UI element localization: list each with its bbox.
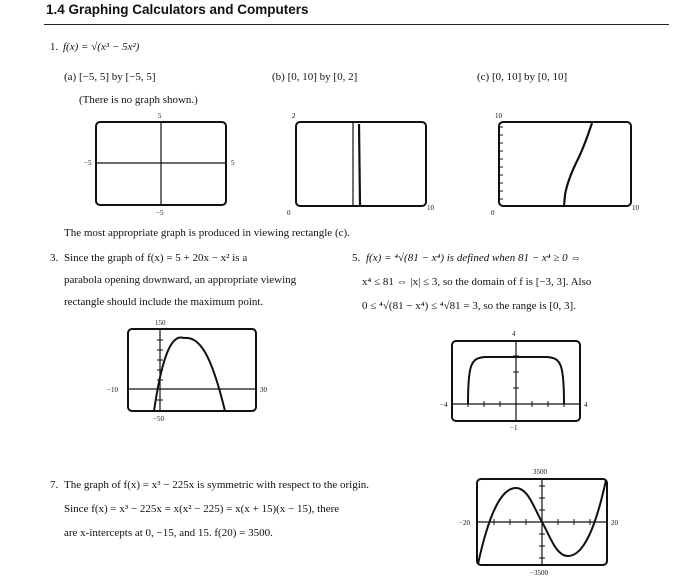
graph-a-tick-top: 5 [158, 112, 162, 120]
part-b-label: (b) [0, 10] by [0, 2] [272, 71, 358, 83]
problem-5-line-2: x⁴ ≤ 81 ⇔ |x| ≤ 3, so the domain of f is [−3, 3]. Also [362, 276, 592, 288]
problem-3-number: 3. [50, 252, 59, 264]
graph-problem-5 [451, 340, 581, 422]
graph-c-tick-right: 10 [632, 204, 639, 212]
problem-5-line-1: f(x) = ⁴√(81 − x⁴) is defined when 81 − x⁴ ≥ 0 ⇔ [366, 252, 582, 264]
problem-5-line-3: 0 ≤ ⁴√(81 − x⁴) ≤ ⁴√81 = 3, so the range is [0, 3]. [362, 300, 576, 312]
graph-b-tick-top: 2 [292, 112, 296, 120]
graph-3-tick-bottom: −50 [153, 415, 164, 423]
graph-a-tick-left: −5 [84, 159, 92, 167]
graph-7-tick-bottom: −3500 [530, 569, 548, 577]
problem-5-number: 5. [352, 252, 361, 264]
graph-c-tick-origin: 0 [491, 209, 495, 217]
graph-3-tick-left: −10 [107, 386, 118, 394]
graph-a [95, 121, 227, 206]
graph-problem-3 [127, 328, 257, 412]
problem-1-number: 1. [50, 41, 59, 53]
graph-problem-7 [476, 478, 608, 566]
graph-b-tick-origin: 0 [287, 209, 291, 217]
problem-3-line-3: rectangle should include the maximum point. [64, 296, 264, 308]
problem-3-line-1: Since the graph of f(x) = 5 + 20x − x² is a [64, 252, 248, 264]
graph-3-tick-right: 30 [260, 386, 267, 394]
graph-3-tick-top: 150 [155, 319, 166, 327]
graph-7-tick-left: −20 [459, 519, 470, 527]
part-a-label: (a) [−5, 5] by [−5, 5] [64, 71, 156, 83]
part-c-label: (c) [0, 10] by [0, 10] [477, 71, 568, 83]
problem-7-line-3: are x-intercepts at 0, −15, and 15. f(20) = 3500. [64, 527, 273, 539]
problem-1-function: f(x) = √(x³ − 5x²) [63, 41, 140, 53]
problem-3-line-2: parabola opening downward, an appropriate viewing [64, 274, 297, 286]
graph-a-tick-bottom: −5 [156, 209, 164, 217]
problem-7-line-1: The graph of f(x) = x³ − 225x is symmetric with respect to the origin. [64, 479, 369, 491]
section-title: 1.4 Graphing Calculators and Computers [46, 2, 309, 17]
problem-1-conclusion: The most appropriate graph is produced in viewing rectangle (c). [64, 227, 350, 239]
graph-7-tick-right: 20 [611, 519, 618, 527]
graph-7-tick-top: 3500 [533, 468, 547, 476]
graph-b-tick-right: 10 [427, 204, 434, 212]
problem-7-line-2: Since f(x) = x³ − 225x = x(x² − 225) = x(x + 15)(x − 15), there [64, 503, 340, 515]
graph-5-tick-top: 4 [512, 330, 516, 338]
graph-5-tick-right: 4 [584, 401, 588, 409]
graph-c-tick-top: 10 [495, 112, 502, 120]
header-rule [44, 24, 669, 25]
graph-5-tick-left: −4 [440, 401, 448, 409]
problem-7-number: 7. [50, 479, 59, 491]
graph-c [498, 121, 632, 207]
graph-5-tick-bottom: −1 [510, 424, 518, 432]
part-a-note: (There is no graph shown.) [79, 94, 198, 106]
graph-b [295, 121, 427, 207]
graph-a-tick-right: 5 [231, 159, 235, 167]
